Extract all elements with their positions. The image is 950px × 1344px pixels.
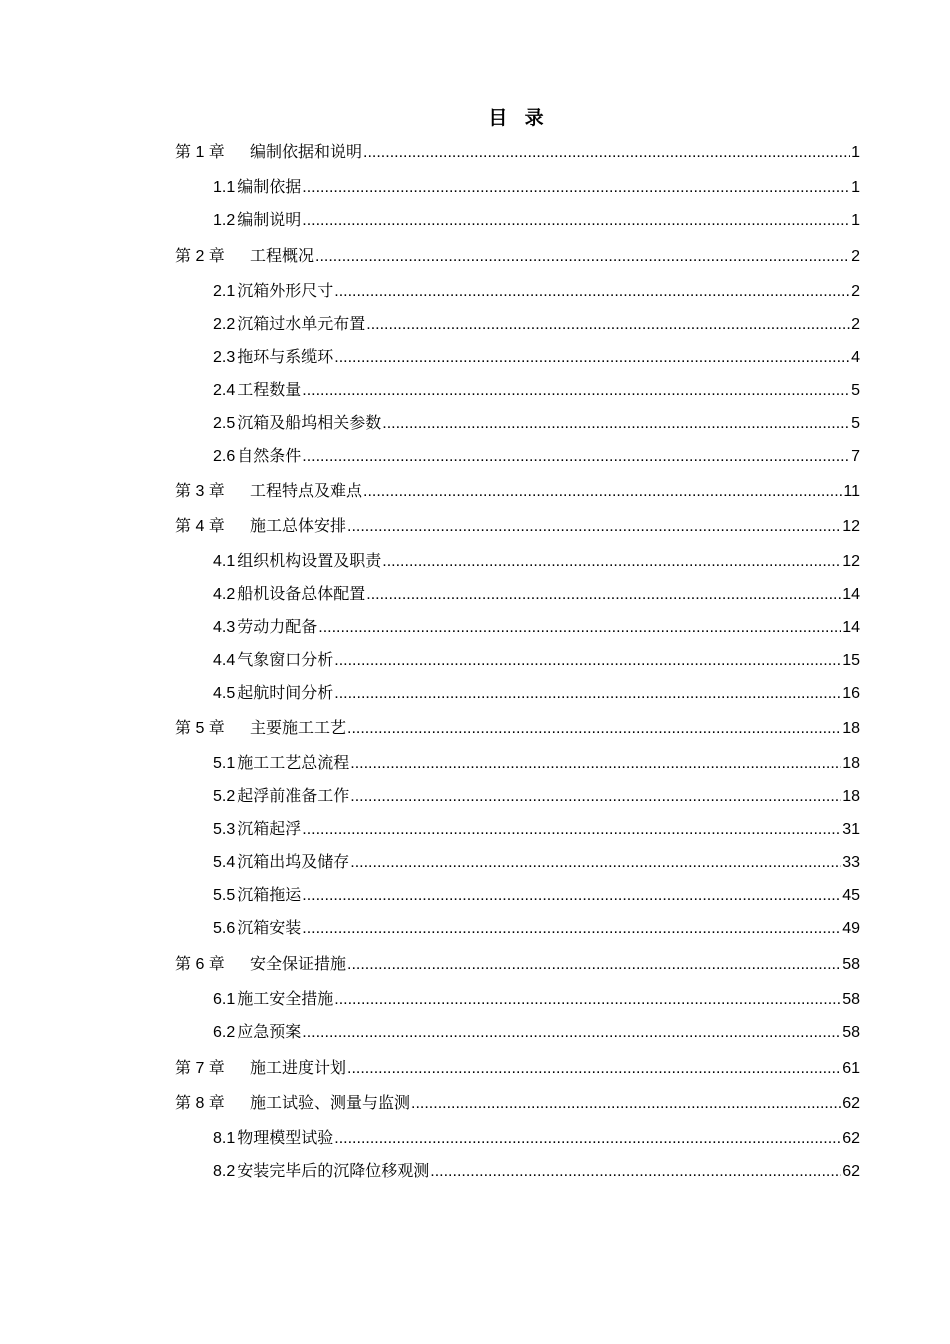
toc-entry-page-number: 11	[843, 483, 860, 500]
toc-section-entry[interactable]	[213, 1022, 860, 1044]
toc-entry-label: 沉箱及船坞相关参数	[237, 415, 382, 432]
toc-dot-leader	[302, 819, 841, 841]
toc-entry-page-number: 62	[842, 1163, 860, 1180]
toc-entry-label: 施工进度计划	[250, 1060, 347, 1077]
toc-section-entry[interactable]	[213, 347, 860, 369]
toc-chapter-entry[interactable]	[175, 954, 860, 976]
toc-dot-leader	[411, 1093, 841, 1115]
toc-entry-number: 4.1	[213, 553, 236, 570]
toc-entry-number: 第 5 章	[175, 720, 225, 737]
toc-section-entry[interactable]	[213, 380, 860, 402]
toc-entry-label: 施工试验、测量与监测	[250, 1095, 411, 1112]
toc-entry-number: 5.1	[213, 755, 236, 772]
toc-entry-page-number: 14	[842, 586, 860, 603]
toc-entry-label: 沉箱起浮	[237, 821, 302, 838]
toc-entry-number: 1.1	[213, 179, 236, 196]
toc-dot-leader	[302, 380, 850, 402]
toc-entry-label: 沉箱安装	[237, 920, 302, 937]
toc-entry-number: 2.1	[213, 283, 236, 300]
toc-section-entry[interactable]	[213, 281, 860, 303]
toc-entry-number: 5.5	[213, 887, 236, 904]
toc-section-entry[interactable]	[213, 683, 860, 705]
toc-entry-label: 物理模型试验	[237, 1130, 334, 1147]
toc-entry-number: 6.1	[213, 991, 236, 1008]
toc-dot-leader	[302, 210, 850, 232]
toc-section-entry[interactable]	[213, 314, 860, 336]
toc-entry-label: 气象窗口分析	[237, 652, 334, 669]
toc-entry-page-number: 14	[842, 619, 860, 636]
toc-section-entry[interactable]	[213, 446, 860, 468]
toc-entry-label: 沉箱出坞及储存	[237, 854, 350, 871]
toc-entry-number: 第 1 章	[175, 144, 225, 161]
toc-entry-page-number: 61	[842, 1060, 860, 1077]
toc-dot-leader	[302, 177, 850, 199]
toc-entry-number: 2.3	[213, 349, 236, 366]
toc-entry-page-number: 45	[842, 887, 860, 904]
toc-entry-page-number: 58	[842, 991, 860, 1008]
toc-entry-page-number: 1	[851, 212, 860, 229]
toc-section-entry[interactable]	[213, 650, 860, 672]
toc-entry-label: 编制依据和说明	[250, 144, 363, 161]
toc-section-entry[interactable]	[213, 210, 860, 232]
toc-entry-page-number: 2	[851, 248, 860, 265]
toc-dot-leader	[302, 918, 841, 940]
toc-section-entry[interactable]	[213, 918, 860, 940]
toc-entry-page-number: 31	[842, 821, 860, 838]
toc-section-entry[interactable]	[213, 819, 860, 841]
toc-entry-label: 编制说明	[237, 212, 302, 229]
toc-entry-page-number: 33	[842, 854, 860, 871]
toc-entry-page-number: 2	[851, 283, 860, 300]
toc-chapter-entry[interactable]	[175, 1093, 860, 1115]
toc-dot-leader	[382, 551, 841, 573]
toc-entry-number: 第 2 章	[175, 248, 225, 265]
toc-chapter-entry[interactable]	[175, 718, 860, 740]
toc-dot-leader	[347, 954, 841, 976]
toc-entry-page-number: 58	[842, 956, 860, 973]
toc-chapter-entry[interactable]	[175, 481, 860, 503]
toc-dot-leader	[318, 617, 841, 639]
toc-dot-leader	[430, 1161, 841, 1183]
toc-entry-label: 起浮前准备工作	[237, 788, 350, 805]
toc-entry-label: 安装完毕后的沉降位移观测	[237, 1163, 430, 1180]
toc-entry-number: 4.5	[213, 685, 236, 702]
toc-entry-label: 沉箱拖运	[237, 887, 302, 904]
toc-entry-number: 2.6	[213, 448, 236, 465]
toc-dot-leader	[334, 989, 841, 1011]
toc-dot-leader	[315, 246, 850, 268]
toc-entry-page-number: 16	[842, 685, 860, 702]
toc-dot-leader	[366, 584, 841, 606]
toc-entry-number: 2.4	[213, 382, 236, 399]
toc-section-entry[interactable]	[213, 1128, 860, 1150]
toc-entry-page-number: 49	[842, 920, 860, 937]
toc-entry-label: 自然条件	[237, 448, 302, 465]
toc-entry-number: 第 4 章	[175, 518, 225, 535]
toc-section-entry[interactable]	[213, 413, 860, 435]
toc-title: 目 录	[488, 108, 550, 129]
toc-entry-page-number: 18	[842, 755, 860, 772]
toc-section-entry[interactable]	[213, 786, 860, 808]
toc-dot-leader	[334, 281, 850, 303]
toc-section-entry[interactable]	[213, 177, 860, 199]
toc-entry-label: 劳动力配备	[237, 619, 318, 636]
toc-entry-label: 安全保证措施	[250, 956, 347, 973]
toc-entry-page-number: 2	[851, 316, 860, 333]
toc-section-entry[interactable]	[213, 885, 860, 907]
toc-dot-leader	[334, 683, 841, 705]
toc-dot-leader	[350, 852, 841, 874]
toc-section-entry[interactable]	[213, 753, 860, 775]
toc-entry-label: 工程特点及难点	[250, 483, 363, 500]
toc-entry-number: 4.4	[213, 652, 236, 669]
toc-entry-number: 8.2	[213, 1163, 236, 1180]
toc-entry-label: 施工总体安排	[250, 518, 347, 535]
toc-entry-page-number: 18	[842, 788, 860, 805]
toc-entry-label: 拖环与系缆环	[237, 349, 334, 366]
toc-section-entry[interactable]	[213, 584, 860, 606]
toc-entry-number: 6.2	[213, 1024, 236, 1041]
toc-chapter-entry[interactable]	[175, 246, 860, 268]
toc-dot-leader	[334, 347, 850, 369]
toc-chapter-entry[interactable]	[175, 516, 860, 538]
toc-entry-number: 5.6	[213, 920, 236, 937]
toc-dot-leader	[347, 1058, 841, 1080]
toc-entry-number: 1.2	[213, 212, 236, 229]
toc-dot-leader	[350, 786, 841, 808]
toc-entry-label: 组织机构设置及职责	[237, 553, 382, 570]
toc-section-entry[interactable]	[213, 852, 860, 874]
toc-entry-number: 5.4	[213, 854, 236, 871]
toc-entry-page-number: 62	[842, 1095, 860, 1112]
toc-dot-leader	[347, 516, 841, 538]
toc-entry-label: 沉箱外形尺寸	[237, 283, 334, 300]
toc-entry-label: 施工安全措施	[237, 991, 334, 1008]
toc-dot-leader	[302, 1022, 841, 1044]
toc-entry-label: 主要施工工艺	[250, 720, 347, 737]
toc-entry-number: 4.2	[213, 586, 236, 603]
toc-entry-page-number: 1	[851, 144, 860, 161]
toc-entry-page-number: 4	[851, 349, 860, 366]
toc-section-entry[interactable]	[213, 617, 860, 639]
toc-dot-leader	[350, 753, 841, 775]
toc-dot-leader	[302, 885, 841, 907]
toc-entry-number: 5.2	[213, 788, 236, 805]
toc-entry-label: 工程概况	[250, 248, 315, 265]
toc-entry-page-number: 7	[851, 448, 860, 465]
toc-dot-leader	[347, 718, 841, 740]
toc-entry-number: 2.2	[213, 316, 236, 333]
toc-entry-number: 8.1	[213, 1130, 236, 1147]
toc-entry-page-number: 1	[851, 179, 860, 196]
toc-entry-page-number: 5	[851, 415, 860, 432]
toc-entry-page-number: 12	[842, 553, 860, 570]
toc-entry-number: 5.3	[213, 821, 236, 838]
toc-entry-page-number: 18	[842, 720, 860, 737]
toc-section-entry[interactable]	[213, 1161, 860, 1183]
toc-section-entry[interactable]	[213, 989, 860, 1011]
toc-entry-label: 沉箱过水单元布置	[237, 316, 366, 333]
toc-entry-page-number: 12	[842, 518, 860, 535]
toc-dot-leader	[302, 446, 850, 468]
toc-chapter-entry[interactable]	[175, 1058, 860, 1080]
toc-entry-page-number: 15	[842, 652, 860, 669]
toc-entry-number: 第 8 章	[175, 1095, 225, 1112]
toc-dot-leader	[363, 481, 842, 503]
toc-entry-label: 应急预案	[237, 1024, 302, 1041]
toc-entry-number: 2.5	[213, 415, 236, 432]
toc-entry-page-number: 58	[842, 1024, 860, 1041]
toc-section-entry[interactable]	[213, 551, 860, 573]
toc-entry-number: 4.3	[213, 619, 236, 636]
toc-entry-number: 第 7 章	[175, 1060, 225, 1077]
toc-dot-leader	[334, 650, 841, 672]
toc-chapter-entry[interactable]	[175, 142, 860, 164]
toc-entry-page-number: 5	[851, 382, 860, 399]
toc-entry-label: 船机设备总体配置	[237, 586, 366, 603]
toc-dot-leader	[366, 314, 850, 336]
toc-entry-number: 第 3 章	[175, 483, 225, 500]
toc-entry-number: 第 6 章	[175, 956, 225, 973]
toc-dot-leader	[363, 142, 850, 164]
toc-entry-page-number: 62	[842, 1130, 860, 1147]
toc-dot-leader	[334, 1128, 841, 1150]
toc-dot-leader	[382, 413, 850, 435]
toc-entry-label: 施工工艺总流程	[237, 755, 350, 772]
toc-entry-label: 起航时间分析	[237, 685, 334, 702]
toc-entry-label: 工程数量	[237, 382, 302, 399]
toc-entry-label: 编制依据	[237, 179, 302, 196]
